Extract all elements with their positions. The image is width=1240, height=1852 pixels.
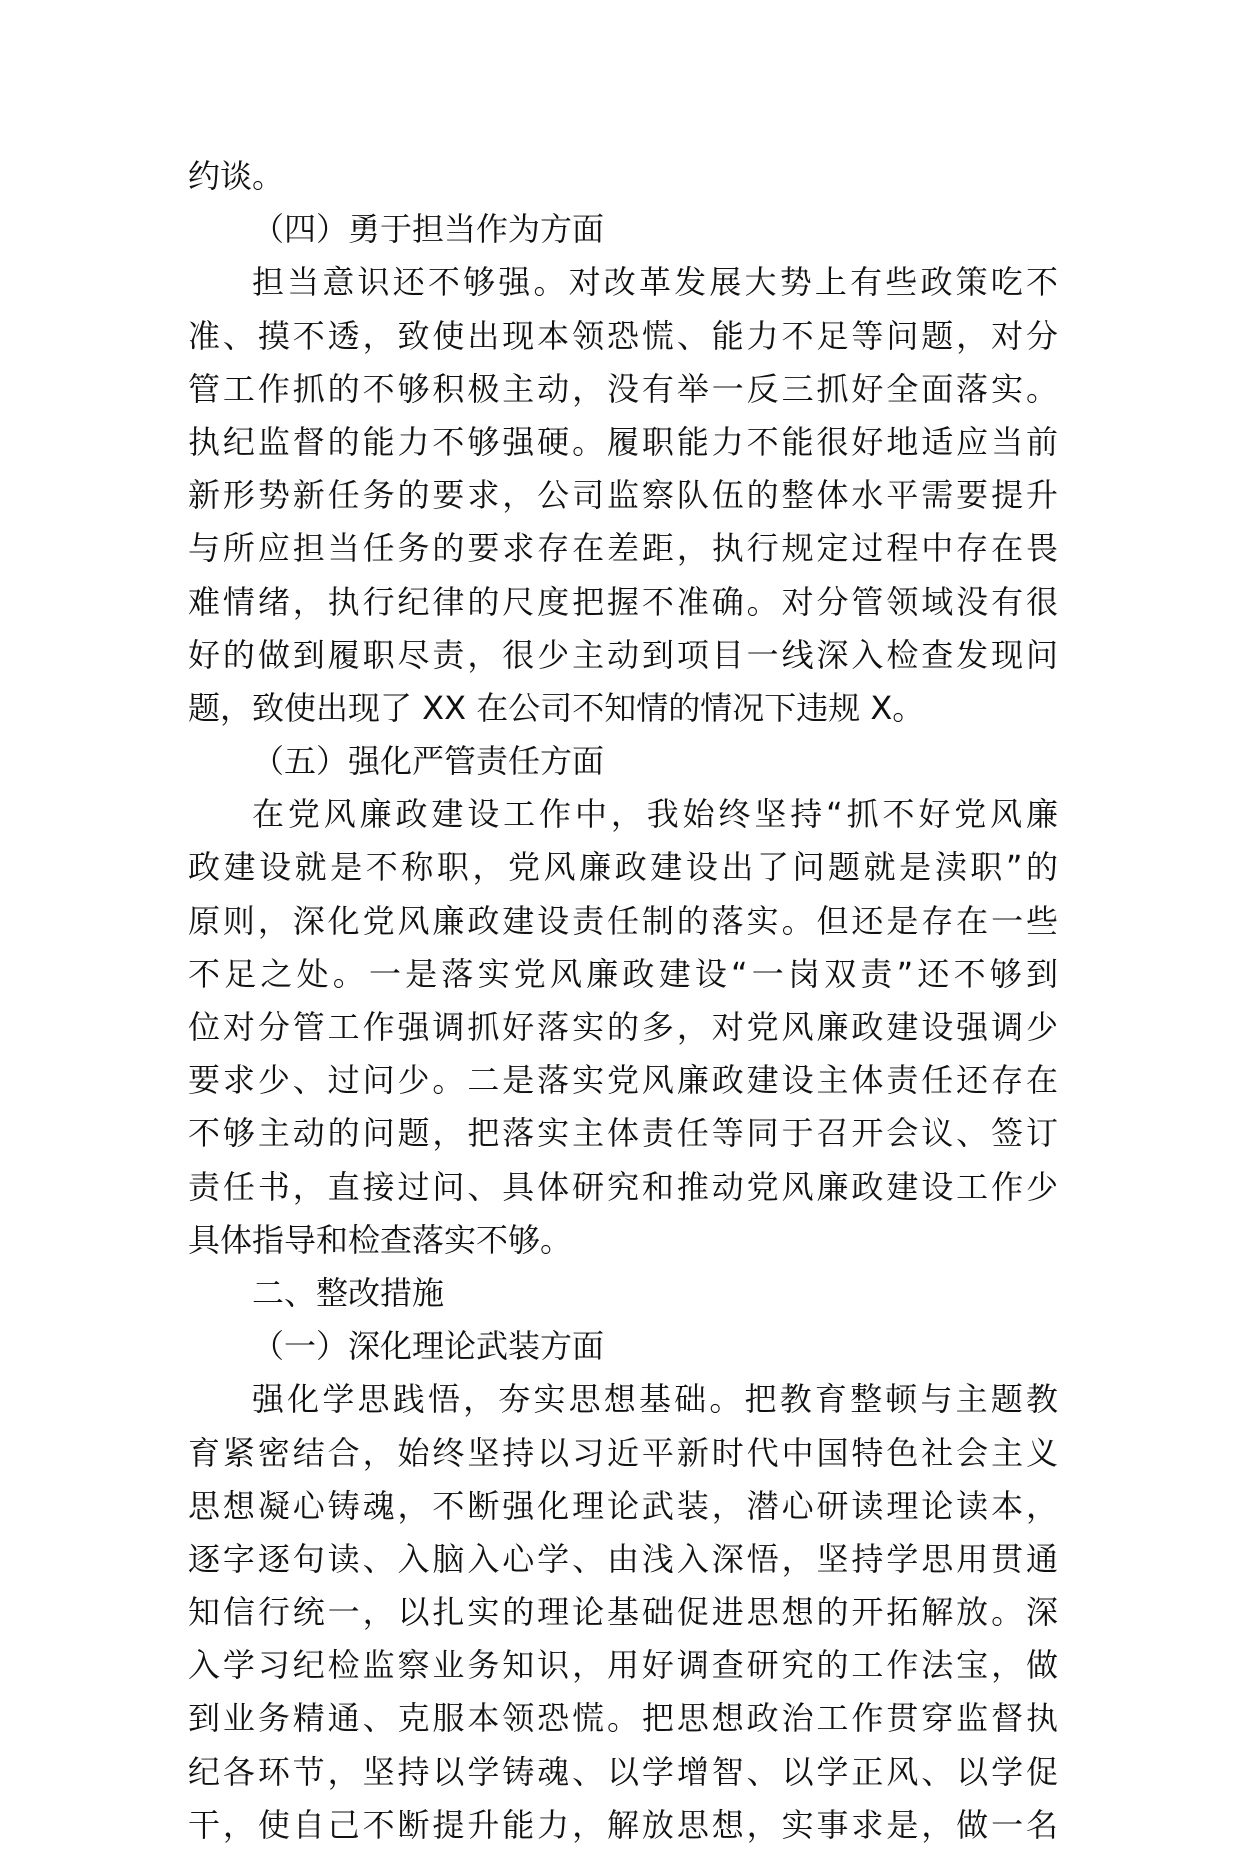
section-heading: （四）勇于担当作为方面 xyxy=(252,210,605,249)
paragraph-line: 到业务精通、克服本领恐慌。把思想政治工作贯穿监督执 xyxy=(188,1699,1058,1738)
paragraph-last-line: 题，致使出现了 XX 在公司不知情的情况下违规 X。 xyxy=(188,688,925,727)
paragraph-line: 要求少、过问少。二是落实党风廉政建设主体责任还存在 xyxy=(188,1061,1058,1100)
paragraph-line: 育紧密结合，始终坚持以习近平新时代中国特色社会主义 xyxy=(188,1433,1058,1472)
paragraph-line: 纪各环节，坚持以学铸魂、以学增智、以学正风、以学促 xyxy=(188,1752,1058,1791)
paragraph-line: 入学习纪检监察业务知识，用好调查研究的工作法宝，做 xyxy=(188,1646,1058,1685)
paragraph-line: 知信行统一，以扎实的理论基础促进思想的开拓解放。深 xyxy=(188,1593,1058,1632)
paragraph-first-line: 在党风廉政建设工作中，我始终坚持“抓不好党风廉 xyxy=(252,795,1058,834)
paragraph-line: 原则，深化党风廉政建设责任制的落实。但还是存在一些 xyxy=(188,901,1058,940)
paragraph-first-line: 强化学思践悟，夯实思想基础。把教育整顿与主题教 xyxy=(252,1380,1058,1419)
paragraph-last-line: 具体指导和检查落实不够。 xyxy=(188,1220,573,1259)
paragraph-line: 好的做到履职尽责，很少主动到项目一线深入检查发现问 xyxy=(188,635,1058,674)
paragraph-line: 思想凝心铸魂，不断强化理论武装，潜心研读理论读本， xyxy=(188,1486,1058,1525)
paragraph-line: 新形势新任务的要求，公司监察队伍的整体水平需要提升 xyxy=(188,476,1058,515)
paragraph-first-line: 担当意识还不够强。对改革发展大势上有些政策吃不 xyxy=(252,263,1058,302)
document-page xyxy=(188,150,1058,1852)
paragraph-line: 逐字逐句读、入脑入心学、由浅入深悟，坚持学思用贯通 xyxy=(188,1539,1058,1578)
paragraph-line: 位对分管工作强调抓好落实的多，对党风廉政建设强调少 xyxy=(188,1008,1058,1046)
paragraph-line: 管工作抓的不够积极主动，没有举一反三抓好全面落实。 xyxy=(188,369,1058,408)
paragraph-line: 与所应担当任务的要求存在差距，执行规定过程中存在畏 xyxy=(188,529,1058,568)
paragraph-line: 执纪监督的能力不够强硬。履职能力不能很好地适应当前 xyxy=(188,422,1058,461)
paragraph-line: 责任书，直接过问、具体研究和推动党风廉政建设工作少 xyxy=(188,1167,1058,1206)
section-heading: （一）深化理论武装方面 xyxy=(252,1327,605,1366)
section-heading: 二、整改措施 xyxy=(252,1273,445,1312)
paragraph-line: 干，使自己不断提升能力，解放思想，实事求是，做一名 xyxy=(188,1805,1058,1844)
paragraph-line: 政建设就是不称职，党风廉政建设出了问题就是渎职”的 xyxy=(188,848,1058,887)
paragraph-last-line: 约谈。 xyxy=(188,157,285,195)
paragraph-line: 准、摸不透，致使出现本领恐慌、能力不足等问题，对分 xyxy=(188,316,1058,355)
paragraph-line: 不足之处。一是落实党风廉政建设“一岗双责”还不够到 xyxy=(188,954,1058,993)
section-heading: （五）强化严管责任方面 xyxy=(252,742,605,781)
paragraph-line: 难情绪，执行纪律的尺度把握不准确。对分管领域没有很 xyxy=(188,582,1058,621)
paragraph-line: 不够主动的问题，把落实主体责任等同于召开会议、签订 xyxy=(188,1114,1058,1153)
